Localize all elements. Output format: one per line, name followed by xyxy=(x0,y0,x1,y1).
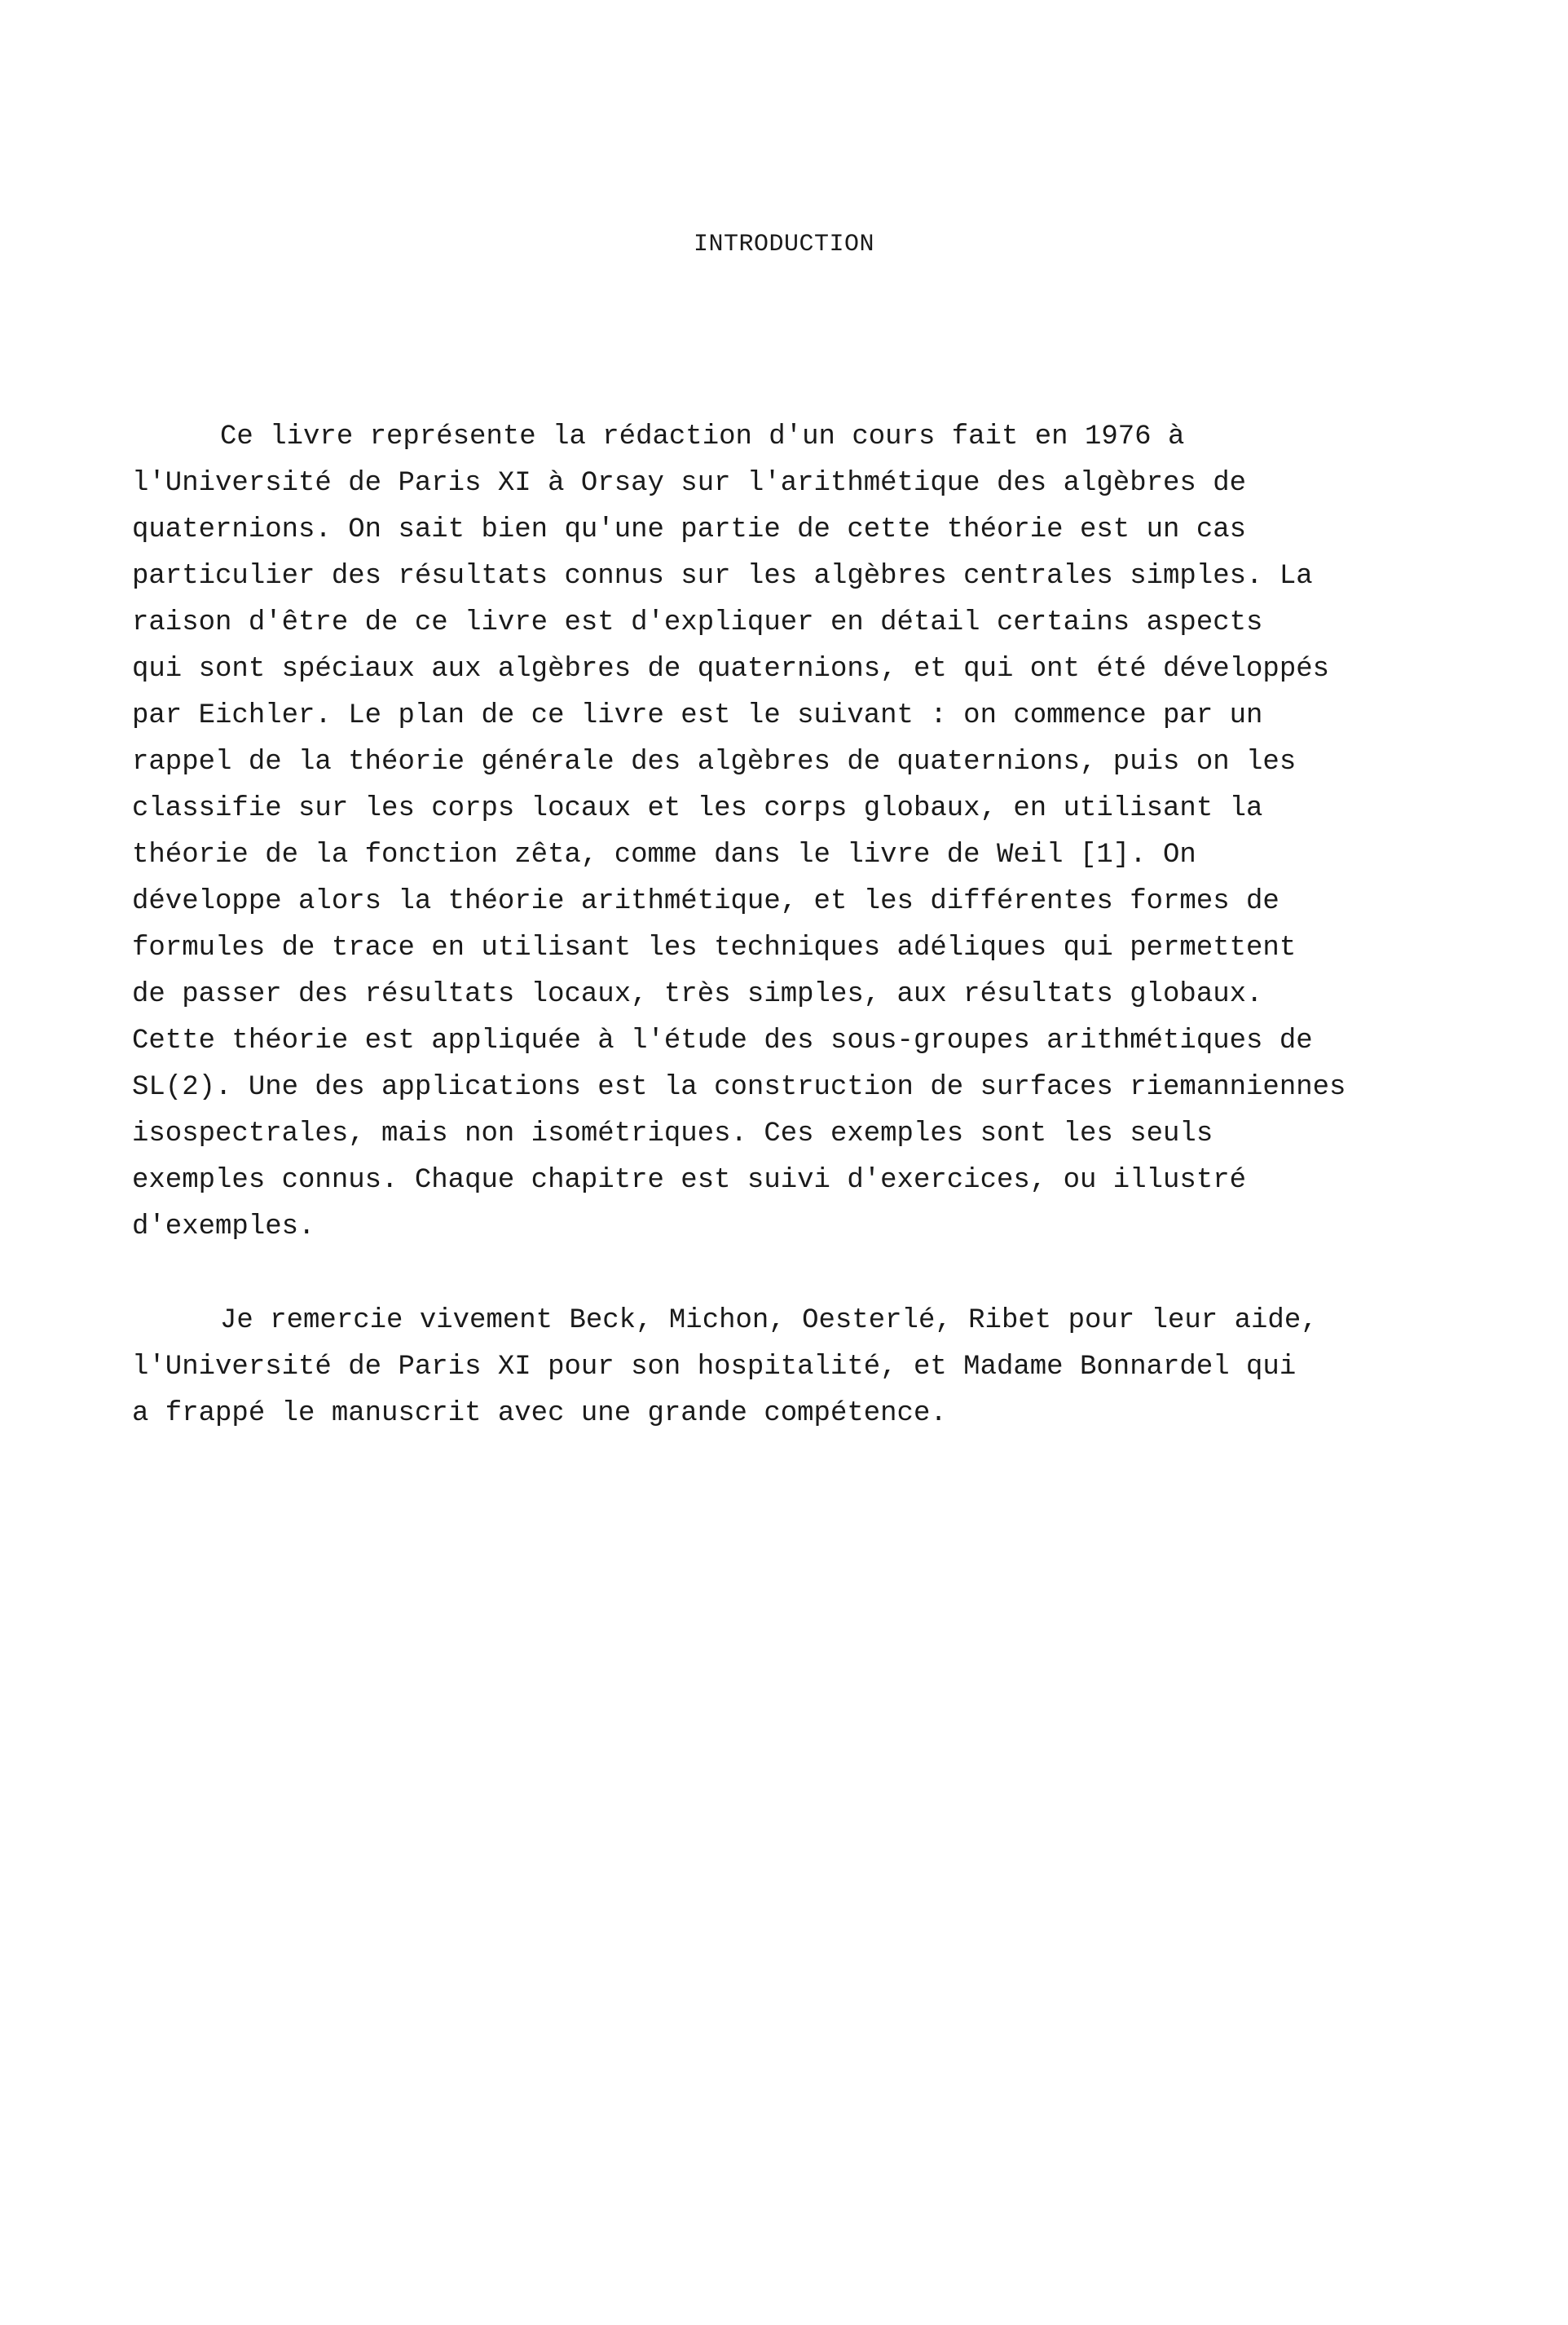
text-line: Je remercie vivement Beck, Michon, Oesterlé, Ribet pour leur aide, xyxy=(220,1305,1318,1336)
text-line: SL(2). Une des applications est la construction de surfaces riemanniennes xyxy=(132,1072,1346,1103)
text-line: quaternions. On sait bien qu'une partie de cette théorie est un cas xyxy=(132,514,1247,545)
text-line: particulier des résultats connus sur les algèbres centrales simples. La xyxy=(132,561,1313,592)
text-line: isospectrales, mais non isométriques. Ces exemples sont les seuls xyxy=(132,1118,1213,1149)
text-line: théorie de la fonction zêta, comme dans le livre de Weil [1]. On xyxy=(132,840,1196,871)
paragraph-1 xyxy=(132,414,1469,1251)
paragraph-2 xyxy=(132,1298,1469,1437)
text-line: l'Université de Paris XI pour son hospitalité, et Madame Bonnardel qui xyxy=(132,1352,1297,1383)
page-title: INTRODUCTION xyxy=(693,231,875,258)
text-line: qui sont spéciaux aux algèbres de quaternions, et qui ont été développés xyxy=(132,654,1330,685)
text-line: d'exemples. xyxy=(132,1211,315,1242)
text-line: développe alors la théorie arithmétique, et les différentes formes de xyxy=(132,886,1280,917)
text-line: exemples connus. Chaque chapitre est suivi d'exercices, ou illustré xyxy=(132,1165,1247,1196)
text-line: formules de trace en utilisant les techniques adéliques qui permettent xyxy=(132,933,1297,964)
text-line: rappel de la théorie générale des algèbres de quaternions, puis on les xyxy=(132,747,1297,778)
text-line: Cette théorie est appliquée à l'étude des sous-groupes arithmétiques de xyxy=(132,1026,1313,1057)
body-text xyxy=(132,414,1469,1437)
text-line: par Eichler. Le plan de ce livre est le suivant : on commence par un xyxy=(132,700,1263,731)
paragraph-gap xyxy=(132,1251,1469,1298)
text-line: a frappé le manuscrit avec une grande compétence. xyxy=(132,1398,947,1429)
text-line: raison d'être de ce livre est d'expliquer en détail certains aspects xyxy=(132,607,1263,638)
text-line: classifie sur les corps locaux et les corps globaux, en utilisant la xyxy=(132,793,1263,824)
text-line: l'Université de Paris XI à Orsay sur l'arithmétique des algèbres de xyxy=(132,468,1247,499)
text-line: Ce livre représente la rédaction d'un cours fait en 1976 à xyxy=(220,421,1185,452)
text-line: de passer des résultats locaux, très simples, aux résultats globaux. xyxy=(132,979,1263,1010)
